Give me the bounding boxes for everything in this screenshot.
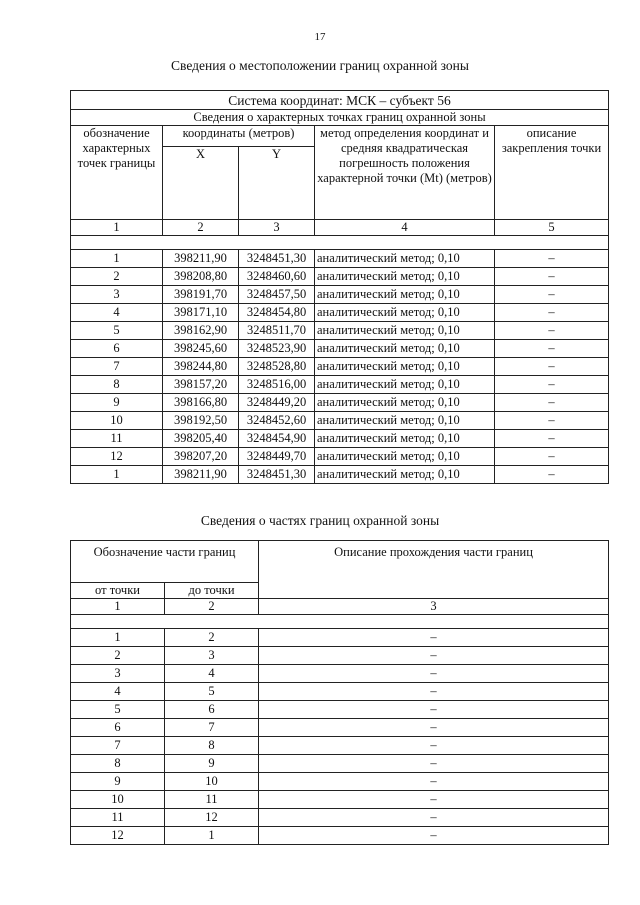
to-point: 12	[165, 809, 259, 827]
x-coordinate: 398208,80	[163, 268, 239, 286]
y-coordinate: 3248452,60	[239, 412, 315, 430]
table-row	[71, 665, 609, 683]
part-description: –	[259, 629, 609, 647]
table-row	[71, 394, 609, 412]
point-id: 11	[71, 430, 163, 448]
method: аналитический метод; 0,10	[315, 340, 495, 358]
y-coordinate: 3248523,90	[239, 340, 315, 358]
part-description: –	[259, 773, 609, 791]
point-id: 7	[71, 358, 163, 376]
table-row	[71, 647, 609, 665]
x-coordinate: 398211,90	[163, 250, 239, 268]
method: аналитический метод; 0,10	[315, 250, 495, 268]
header-part: Обозначение части границ	[71, 541, 259, 583]
boundary-points-table	[70, 90, 609, 484]
boundary-parts-table	[70, 540, 609, 845]
description: –	[495, 430, 609, 448]
y-coordinate: 3248449,70	[239, 448, 315, 466]
y-coordinate: 3248511,70	[239, 322, 315, 340]
point-id: 3	[71, 286, 163, 304]
table-row	[71, 755, 609, 773]
method: аналитический метод; 0,10	[315, 322, 495, 340]
description: –	[495, 322, 609, 340]
table-row	[71, 358, 609, 376]
description: –	[495, 376, 609, 394]
from-point: 12	[71, 827, 165, 845]
table-row	[71, 466, 609, 484]
method: аналитический метод; 0,10	[315, 358, 495, 376]
method: аналитический метод; 0,10	[315, 286, 495, 304]
table-row	[71, 376, 609, 394]
point-id: 10	[71, 412, 163, 430]
method: аналитический метод; 0,10	[315, 268, 495, 286]
x-coordinate: 398171,10	[163, 304, 239, 322]
table-subtitle: Сведения о характерных точках границ охранной зоны	[71, 110, 609, 126]
method: аналитический метод; 0,10	[315, 376, 495, 394]
table-row	[71, 809, 609, 827]
part-description: –	[259, 755, 609, 773]
section1-title: Сведения о местоположении границ охранной зоны	[171, 58, 469, 73]
table-row	[71, 791, 609, 809]
method: аналитический метод; 0,10	[315, 304, 495, 322]
to-point: 9	[165, 755, 259, 773]
to-point: 11	[165, 791, 259, 809]
to-point: 7	[165, 719, 259, 737]
part-description: –	[259, 737, 609, 755]
description: –	[495, 448, 609, 466]
to-point: 2	[165, 629, 259, 647]
table-row	[71, 340, 609, 358]
table-row	[71, 286, 609, 304]
part-description: –	[259, 791, 609, 809]
from-point: 9	[71, 773, 165, 791]
point-id: 6	[71, 340, 163, 358]
to-point: 4	[165, 665, 259, 683]
from-point: 10	[71, 791, 165, 809]
description: –	[495, 304, 609, 322]
to-point: 3	[165, 647, 259, 665]
header-desc: описание закрепления точки	[495, 126, 609, 220]
description: –	[495, 250, 609, 268]
header-method: метод определения координат и средняя квадратическая погрешность положения характерной точки (Mt) (метров)	[315, 126, 495, 220]
table-row	[71, 701, 609, 719]
table-row	[71, 322, 609, 340]
to-point: 10	[165, 773, 259, 791]
header-to: до точки	[165, 583, 259, 599]
from-point: 5	[71, 701, 165, 719]
y-coordinate: 3248516,00	[239, 376, 315, 394]
point-id: 5	[71, 322, 163, 340]
method: аналитический метод; 0,10	[315, 394, 495, 412]
header-coords: координаты (метров)	[163, 126, 315, 147]
table-row	[71, 773, 609, 791]
table-row	[71, 268, 609, 286]
part-description: –	[259, 827, 609, 845]
table-row	[71, 719, 609, 737]
y-coordinate: 3248451,30	[239, 250, 315, 268]
point-id: 9	[71, 394, 163, 412]
point-id: 4	[71, 304, 163, 322]
column-number: 1	[71, 220, 163, 236]
column-number: 2	[165, 599, 259, 615]
from-point: 11	[71, 809, 165, 827]
method: аналитический метод; 0,10	[315, 466, 495, 484]
part-description: –	[259, 701, 609, 719]
page-number: 17	[314, 31, 326, 43]
column-numbers-2	[71, 599, 609, 615]
y-coordinate: 3248457,50	[239, 286, 315, 304]
part-description: –	[259, 665, 609, 683]
part-description: –	[259, 809, 609, 827]
x-coordinate: 398207,20	[163, 448, 239, 466]
column-number: 3	[239, 220, 315, 236]
header-point: обозначение характерных точек границы	[71, 126, 163, 220]
from-point: 3	[71, 665, 165, 683]
method: аналитический метод; 0,10	[315, 430, 495, 448]
table-row	[71, 737, 609, 755]
from-point: 8	[71, 755, 165, 773]
description: –	[495, 412, 609, 430]
table-row	[71, 412, 609, 430]
column-numbers	[71, 220, 609, 236]
part-description: –	[259, 719, 609, 737]
from-point: 1	[71, 629, 165, 647]
from-point: 4	[71, 683, 165, 701]
description: –	[495, 268, 609, 286]
header-x: X	[163, 147, 239, 220]
blank-row-2	[71, 615, 609, 629]
point-id: 8	[71, 376, 163, 394]
description: –	[495, 394, 609, 412]
table-row	[71, 629, 609, 647]
to-point: 5	[165, 683, 259, 701]
y-coordinate: 3248460,60	[239, 268, 315, 286]
method: аналитический метод; 0,10	[315, 412, 495, 430]
blank-row	[71, 236, 609, 250]
column-number: 5	[495, 220, 609, 236]
x-coordinate: 398162,90	[163, 322, 239, 340]
y-coordinate: 3248451,30	[239, 466, 315, 484]
column-number: 1	[71, 599, 165, 615]
from-point: 6	[71, 719, 165, 737]
column-number: 2	[163, 220, 239, 236]
table-row	[71, 448, 609, 466]
point-id: 1	[71, 250, 163, 268]
description: –	[495, 466, 609, 484]
table-row	[71, 827, 609, 845]
y-coordinate: 3248454,90	[239, 430, 315, 448]
x-coordinate: 398166,80	[163, 394, 239, 412]
method: аналитический метод; 0,10	[315, 448, 495, 466]
point-id: 2	[71, 268, 163, 286]
x-coordinate: 398205,40	[163, 430, 239, 448]
coordinate-system: Система координат: МСК – субъект 56	[71, 91, 609, 110]
point-id: 12	[71, 448, 163, 466]
column-number: 4	[315, 220, 495, 236]
x-coordinate: 398192,50	[163, 412, 239, 430]
header-from: от точки	[71, 583, 165, 599]
y-coordinate: 3248528,80	[239, 358, 315, 376]
header-y: Y	[239, 147, 315, 220]
description: –	[495, 358, 609, 376]
table-row	[71, 683, 609, 701]
y-coordinate: 3248454,80	[239, 304, 315, 322]
point-id: 1	[71, 466, 163, 484]
to-point: 6	[165, 701, 259, 719]
description: –	[495, 340, 609, 358]
x-coordinate: 398191,70	[163, 286, 239, 304]
to-point: 1	[165, 827, 259, 845]
part-description: –	[259, 683, 609, 701]
x-coordinate: 398157,20	[163, 376, 239, 394]
from-point: 7	[71, 737, 165, 755]
x-coordinate: 398244,80	[163, 358, 239, 376]
column-number: 3	[259, 599, 609, 615]
x-coordinate: 398245,60	[163, 340, 239, 358]
header-description: Описание прохождения части границ	[259, 541, 609, 599]
y-coordinate: 3248449,20	[239, 394, 315, 412]
section2-title: Сведения о частях границ охранной зоны	[200, 513, 440, 528]
to-point: 8	[165, 737, 259, 755]
from-point: 2	[71, 647, 165, 665]
table-row	[71, 250, 609, 268]
x-coordinate: 398211,90	[163, 466, 239, 484]
part-description: –	[259, 647, 609, 665]
table-row	[71, 430, 609, 448]
description: –	[495, 286, 609, 304]
table-row	[71, 304, 609, 322]
